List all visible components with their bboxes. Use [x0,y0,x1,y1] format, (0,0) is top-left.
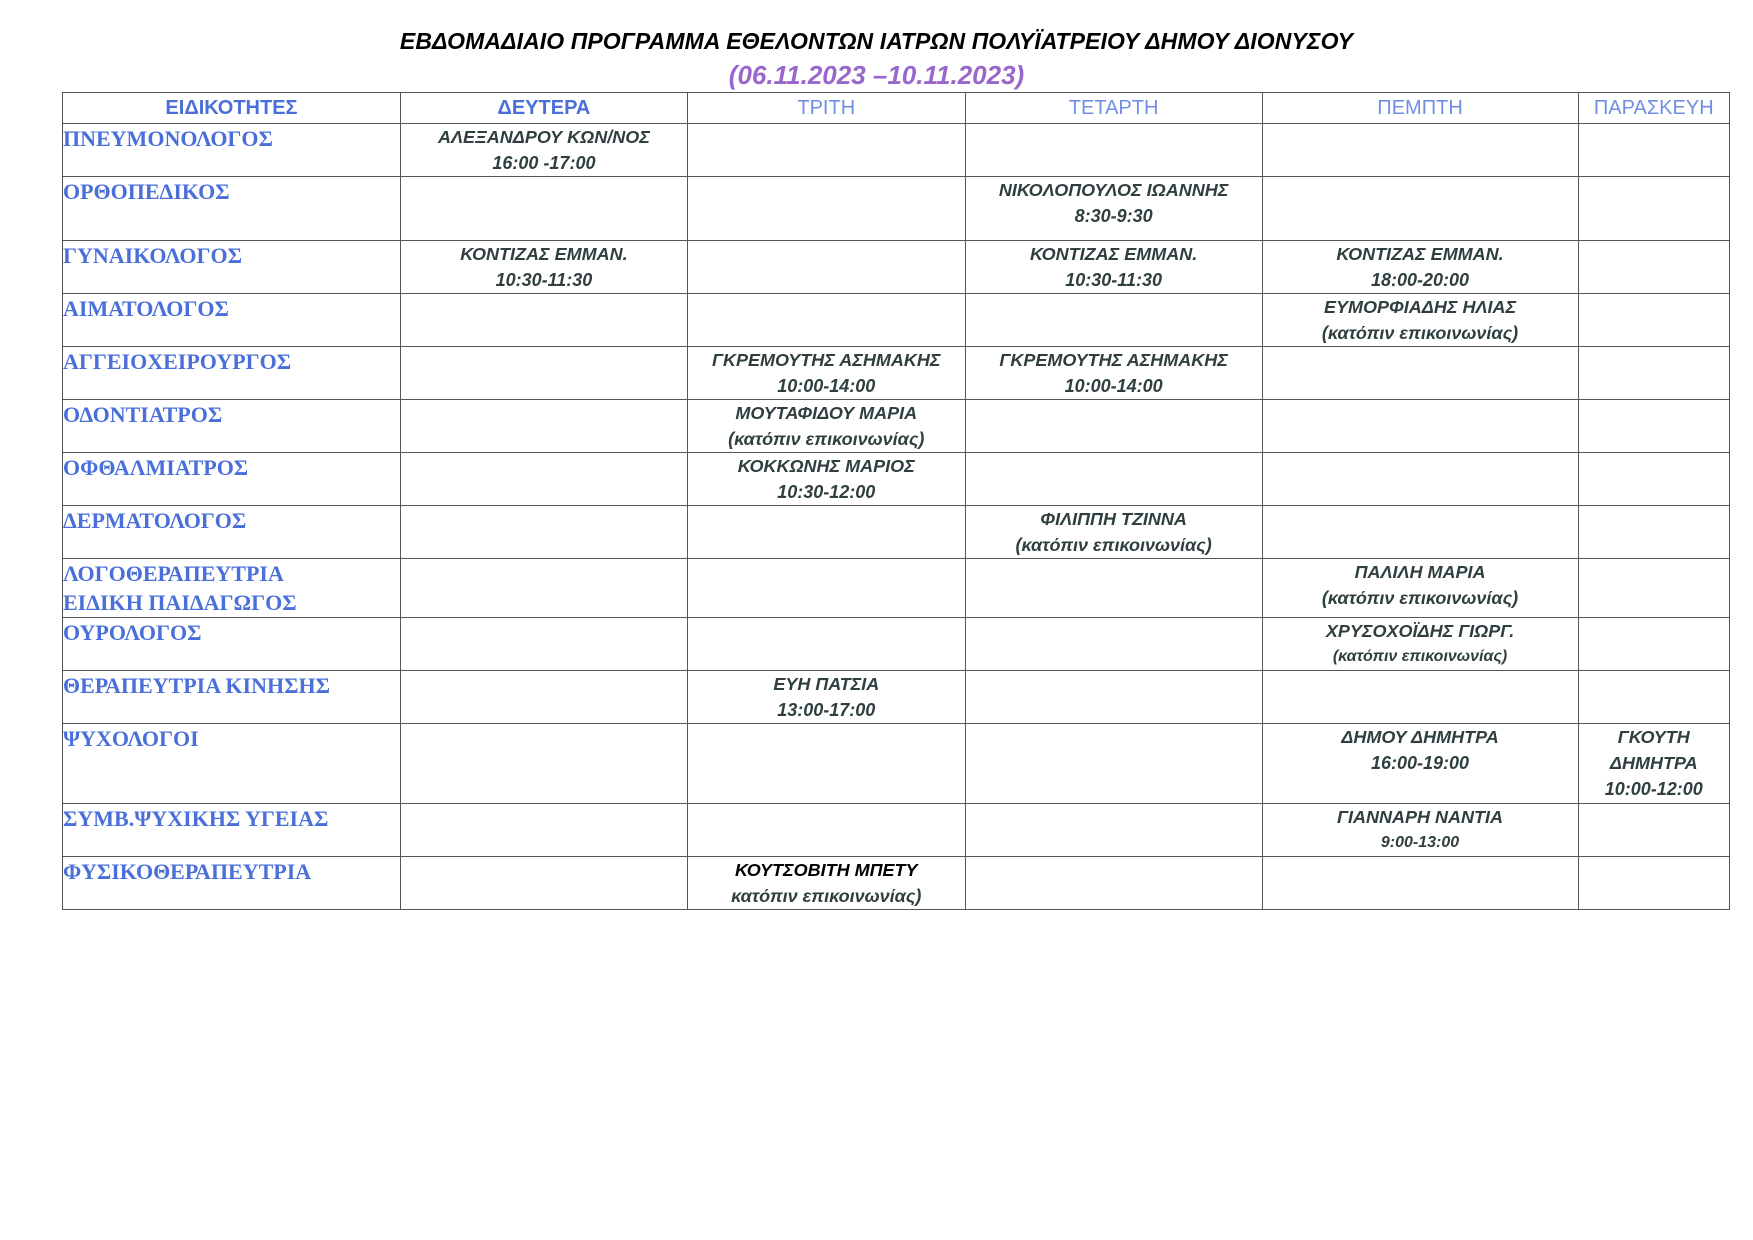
schedule-cell [1262,618,1578,671]
schedule-detail: 10:30-11:30 [495,270,593,290]
doctor-name: ΚΟΝΤΙΖΑΣ ΕΜΜΑΝ. [460,244,628,264]
specialty-label: ΟΦΘΑΛΜΙΑΤΡΟΣ [63,455,249,480]
schedule-cell [687,177,965,241]
schedule-cell [965,294,1262,347]
schedule-cell [1262,724,1578,804]
schedule-cell [401,804,688,857]
schedule-cell [401,347,688,400]
schedule-cell [687,347,965,400]
schedule-detail: 18:00-20:00 [1370,270,1470,290]
schedule-cell [965,506,1262,559]
schedule-cell [1578,241,1730,294]
specialty-label: ΦΥΣΙΚΟΘΕΡΑΠΕΥΤΡΙΑ [63,859,312,884]
schedule-cell [1578,671,1730,724]
schedule-cell [401,400,688,453]
schedule-cell [1262,347,1578,400]
schedule-cell [687,857,965,910]
schedule-cell [1578,400,1730,453]
doctor-name: ΧΡΥΣΟΧΟΪΔΗΣ ΓΙΩΡΓ. [1325,621,1515,641]
schedule-cell [401,724,688,804]
doctor-name: ΜΟΥΤΑΦΙΔΟΥ ΜΑΡΙΑ [735,403,918,423]
specialty-cell [63,124,401,177]
header-monday: ΔΕΥΤΕΡΑ [401,93,688,124]
specialty-cell [63,804,401,857]
schedule-cell [1578,559,1730,618]
header-friday: ΠΑΡΑΣΚΕΥΗ [1578,93,1730,124]
schedule-detail: κατόπιν επικοινωνίας) [731,886,922,906]
schedule-cell [1578,804,1730,857]
specialty-cell [63,347,401,400]
schedule-detail: 13:00-17:00 [777,700,876,720]
schedule-cell [687,400,965,453]
specialty-label: ΔΕΡΜΑΤΟΛΟΓΟΣ [63,508,247,533]
schedule-detail: (κατόπιν επικοινωνίας) [1321,323,1519,343]
schedule-detail: 16:00 -17:00 [492,153,596,173]
schedule-cell [1262,671,1578,724]
doctor-name: ΑΛΕΞΑΝΔΡΟΥ ΚΩΝ/ΝΟΣ [437,127,650,147]
doctor-name: ΚΟΝΤΙΖΑΣ ΕΜΜΑΝ. [1029,244,1198,264]
specialty-label: ΟΥΡΟΛΟΓΟΣ [63,620,202,645]
schedule-detail: 10:30-12:00 [777,482,876,502]
schedule-detail: 8:30-9:30 [1074,206,1153,226]
doctor-name: ΕΥΗ ΠΑΤΣΙΑ [773,674,880,694]
specialty-label: ΘΕΡΑΠΕΥΤΡΙΑ ΚΙΝΗΣΗΣ [63,673,330,698]
schedule-row [63,294,1730,347]
schedule-row [63,804,1730,857]
schedule-detail: 10:00-14:00 [1064,376,1163,396]
doctor-name: ΓΚΟΥΤΗ [1617,727,1690,747]
specialty-cell [63,294,401,347]
schedule-cell [1262,400,1578,453]
schedule-cell [1262,124,1578,177]
schedule-cell [401,618,688,671]
schedule-cell [965,177,1262,241]
specialty-label: ΑΓΓΕΙΟΧΕΙΡΟΥΡΓΟΣ [63,349,292,374]
schedule-cell [965,347,1262,400]
schedule-cell [1578,177,1730,241]
header-specialties: ΕΙΔΙΚΟΤΗΤΕΣ [63,93,401,124]
schedule-cell [1262,857,1578,910]
schedule-detail: 10:00-14:00 [777,376,876,396]
schedule-cell [687,241,965,294]
schedule-cell [1578,618,1730,671]
schedule-cell [965,724,1262,804]
specialty-label: ΑΙΜΑΤΟΛΟΓΟΣ [63,296,229,321]
schedule-cell [965,804,1262,857]
schedule-row [63,453,1730,506]
schedule-detail: ΔΗΜΗΤΡΑ [1609,753,1698,773]
specialty-cell [63,400,401,453]
specialty-label: ΨΥΧΟΛΟΓΟΙ [63,726,199,751]
schedule-detail: 9:00-13:00 [1380,834,1460,851]
specialty-cell [63,724,401,804]
doctor-name: ΓΚΡΕΜΟΥΤΗΣ ΑΣΗΜΑΚΗΣ [999,350,1228,370]
schedule-cell [1578,453,1730,506]
schedule-cell [401,124,688,177]
schedule-cell [965,559,1262,618]
schedule-cell [401,857,688,910]
schedule-cell [687,124,965,177]
schedule-cell [1578,857,1730,910]
schedule-detail: (κατόπιν επικοινωνίας) [1332,648,1508,665]
schedule-cell [687,559,965,618]
schedule-cell [401,506,688,559]
specialty-label: ΛΟΓΟΘΕΡΑΠΕΥΤΡΙΑ [63,561,284,586]
specialty-cell [63,618,401,671]
schedule-cell [1262,241,1578,294]
schedule-cell [401,559,688,618]
schedule-detail: (κατόπιν επικοινωνίας) [1015,535,1212,555]
schedule-cell [965,671,1262,724]
schedule-cell [401,177,688,241]
schedule-cell [1262,559,1578,618]
schedule-cell [401,453,688,506]
doctor-name: ΚΟΥΤΣΟΒΙΤΗ ΜΠΕΤΥ [735,860,918,880]
schedule-row [63,400,1730,453]
doctor-name: ΝΙΚΟΛΟΠΟΥΛΟΣ ΙΩΑΝΝΗΣ [998,180,1229,200]
schedule-cell [1262,506,1578,559]
schedule-cell [687,724,965,804]
schedule-detail: 16:00-19:00 [1370,753,1470,773]
schedule-cell [1262,294,1578,347]
schedule-cell [965,241,1262,294]
schedule-cell [1578,506,1730,559]
date-range: (06.11.2023 –10.11.2023) [728,60,1025,90]
schedule-cell [965,400,1262,453]
specialty-cell [63,241,401,294]
doctor-name: ΓΚΡΕΜΟΥΤΗΣ ΑΣΗΜΑΚΗΣ [712,350,941,370]
schedule-detail: 10:30-11:30 [1065,270,1162,290]
doctor-name: ΦΙΛΙΠΠΗ ΤΖΙΝΝΑ [1040,509,1187,529]
specialty-cell [63,177,401,241]
schedule-row [63,671,1730,724]
header-tuesday: ΤΡΙΤΗ [687,93,965,124]
schedule-row [63,724,1730,804]
document-title: ΕΒΔΟΜΑΔΙΑΙΟ ΠΡΟΓΡΑΜΜΑ ΕΘΕΛΟΝΤΩΝ ΙΑΤΡΩΝ ΠΟΛΥΪΑΤΡΕΙΟΥ ΔΗΜΟΥ ΔΙΟΝΥΣΟΥ [399,28,1354,54]
schedule-cell [1578,724,1730,804]
specialty-cell [63,671,401,724]
schedule-cell [1262,453,1578,506]
schedule-row [63,241,1730,294]
schedule-cell [965,124,1262,177]
schedule-table [62,92,1730,910]
schedule-detail: 10:00-12:00 [1604,779,1703,799]
specialty-label: ΟΔΟΝΤΙΑΤΡΟΣ [63,402,223,427]
schedule-row [63,559,1730,618]
schedule-cell [401,671,688,724]
doctor-name: ΚΟΚΚΩΝΗΣ ΜΑΡΙΟΣ [737,456,915,476]
specialty-label: ΠΝΕΥΜΟΝΟΛΟΓΟΣ [63,126,273,151]
schedule-cell [1578,347,1730,400]
specialty-cell [63,506,401,559]
schedule-cell [1262,804,1578,857]
doctor-name: ΚΟΝΤΙΖΑΣ ΕΜΜΑΝ. [1336,244,1504,264]
header-row [63,93,1730,124]
specialty-cell [63,559,401,618]
schedule-row [63,618,1730,671]
schedule-row [63,124,1730,177]
schedule-cell [965,618,1262,671]
schedule-cell [401,294,688,347]
specialty-cell [63,453,401,506]
doctor-name: ΓΙΑΝΝΑΡΗ ΝΑΝΤΙΑ [1337,807,1504,827]
specialty-cell [63,857,401,910]
schedule-cell [687,453,965,506]
schedule-body [63,124,1730,910]
schedule-cell [1262,177,1578,241]
schedule-cell [687,294,965,347]
header-wednesday: ΤΕΤΑΡΤΗ [965,93,1262,124]
specialty-label: ΓΥΝΑΙΚΟΛΟΓΟΣ [63,243,242,268]
doctor-name: ΕΥΜΟΡΦΙΑΔΗΣ ΗΛΙΑΣ [1323,297,1517,317]
specialty-label: ΣΥΜΒ.ΨΥΧΙΚΗΣ ΥΓΕΙΑΣ [63,806,329,831]
specialty-label: ΕΙΔΙΚΗ ΠΑΙΔΑΓΩΓΟΣ [63,590,297,615]
schedule-cell [687,804,965,857]
schedule-row [63,506,1730,559]
schedule-row [63,347,1730,400]
schedule-cell [687,618,965,671]
schedule-cell [687,506,965,559]
schedule-cell [1578,294,1730,347]
schedule-detail: (κατόπιν επικοινωνίας) [1321,588,1519,608]
doctor-name: ΔΗΜΟΥ ΔΗΜΗΤΡΑ [1341,727,1499,747]
schedule-row [63,177,1730,241]
specialty-label: ΟΡΘΟΠΕΔΙΚΟΣ [63,179,230,204]
schedule-cell [965,453,1262,506]
schedule-cell [687,671,965,724]
doctor-name: ΠΑΛΙΛΗ ΜΑΡΙΑ [1354,562,1486,582]
header-thursday: ΠΕΜΠΤΗ [1262,93,1578,124]
schedule-row [63,857,1730,910]
schedule-cell [965,857,1262,910]
schedule-cell [1578,124,1730,177]
schedule-cell [401,241,688,294]
schedule-detail: (κατόπιν επικοινωνίας) [728,429,925,449]
